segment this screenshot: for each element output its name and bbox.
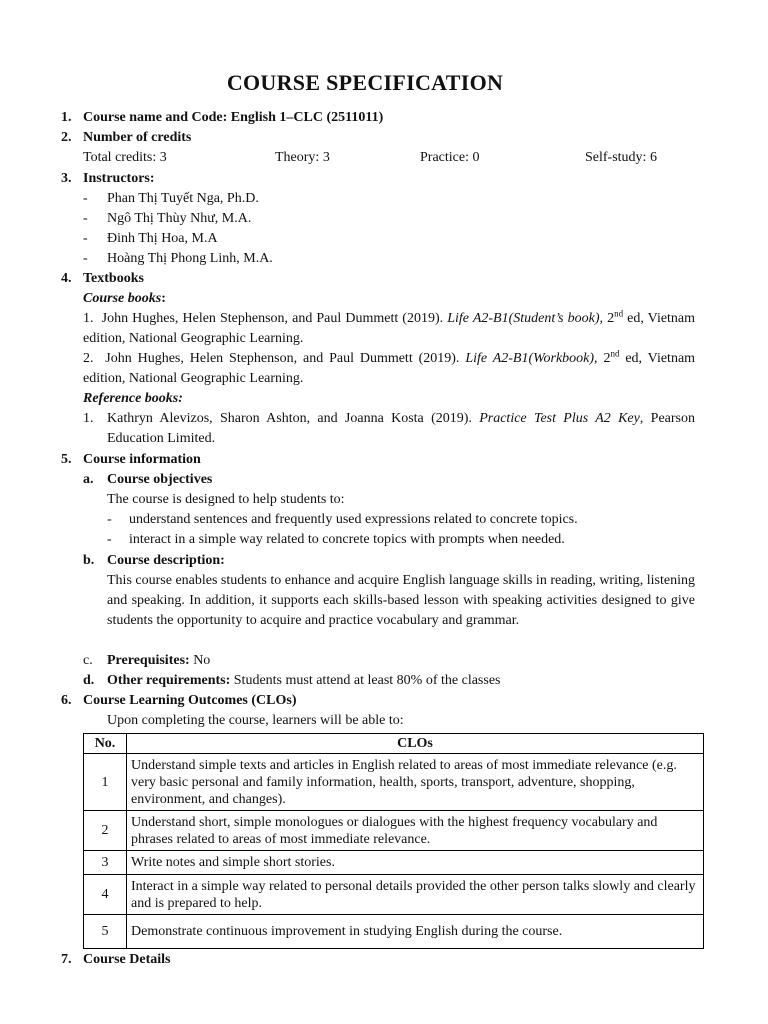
section-number: 6. <box>61 693 72 708</box>
section-number: 1. <box>61 110 72 125</box>
subsection-c <box>83 651 210 671</box>
section-6-heading <box>61 691 297 711</box>
table-row <box>84 754 704 811</box>
objective-text: understand sentences and frequently used expressions related to concrete topics. <box>129 512 578 527</box>
clo-number: 5 <box>84 915 127 949</box>
item-number: 2. <box>83 351 94 366</box>
theory-credits: Theory: 3 <box>275 150 330 165</box>
instructor-item: - Hoàng Thị Phong Linh, M.A. <box>83 251 273 266</box>
instructor-name: Hoàng Thị Phong Linh, M.A. <box>107 251 273 266</box>
course-book-2 <box>83 349 695 389</box>
section-number: 3. <box>61 171 72 186</box>
reference-books-label: Reference books: <box>83 391 183 406</box>
clo-text: Interact in a simple way related to personal details provided the other person talks slowly and clearly and is prepared to help. <box>127 875 704 915</box>
objective-item: - understand sentences and frequently used expressions related to concrete topics. <box>107 512 578 527</box>
section-heading: Textbooks <box>83 271 144 286</box>
edition-number: 2 <box>603 351 611 366</box>
item-number: 1. <box>83 311 94 326</box>
section-heading: Course Learning Outcomes (CLOs) <box>83 693 297 708</box>
column-header-clos: CLOs <box>127 734 704 754</box>
section-3-heading <box>61 169 155 189</box>
section-4-heading <box>61 269 144 289</box>
section-2-heading <box>61 128 191 148</box>
subsection-title: Course objectives <box>107 472 213 487</box>
requirements-value: Students must attend at least 80% of the classes <box>233 673 501 688</box>
instructor-item: - Đinh Thị Hoa, M.A <box>83 231 218 246</box>
book-title: Life A2-B1(Student’s book), <box>447 311 603 326</box>
reference-book-1: Kathryn Alevizos, Sharon Ashton, and Joanna Kosta (2019). Practice Test Plus A2 Key, Pearson Education Limited. <box>107 411 695 446</box>
subsection-label: d. <box>83 673 95 688</box>
book-authors: Kathryn Alevizos, Sharon Ashton, and Joanna Kosta (2019). <box>107 411 472 426</box>
section-1 <box>0 108 383 128</box>
objective-item: - interact in a simple way related to concrete topics with prompts when needed. <box>107 532 565 547</box>
section-number: 4. <box>61 271 72 286</box>
edition-suffix: nd <box>614 308 624 319</box>
instructor-name: Phan Thị Tuyết Nga, Ph.D. <box>107 191 259 206</box>
clo-table <box>83 733 704 949</box>
book-publisher: ed, Vietnam edition, National Geographic Learning. <box>83 351 696 386</box>
edition-suffix: nd <box>610 348 620 359</box>
subsection-title: Other requirements: <box>107 673 231 688</box>
clo-text: Understand short, simple monologues or dialogues with the highest frequency vocabulary and phrases related to areas of most immediate relevance. <box>127 811 704 851</box>
section-7-heading <box>61 950 171 970</box>
subsection-label: c. <box>83 653 93 668</box>
subsection-title: Course description: <box>107 553 225 568</box>
section-heading: Number of credits <box>83 130 192 145</box>
table-row <box>84 811 704 851</box>
book-authors: John Hughes, Helen Stephenson, and Paul Dummett (2019). <box>101 311 444 326</box>
table-row <box>84 875 704 915</box>
objective-text: interact in a simple way related to concrete topics with prompts when needed. <box>129 532 565 547</box>
clo-text: Write notes and simple short stories. <box>127 851 704 875</box>
book-publisher: ed, Vietnam edition, National Geographic Learning. <box>83 311 696 346</box>
section-heading: Course information <box>83 452 201 467</box>
course-books-label: Course books: <box>83 291 166 306</box>
course-book-1 <box>83 309 695 349</box>
course-description: This course enables students to enhance and acquire English language skills in reading, writing, listening and speaking. In addition, it supports each skills-based lesson with speaking activities designed to give students the opportunity to acquire and practice vocabulary and grammar. <box>107 573 695 628</box>
subsection-d <box>83 671 501 691</box>
table-header-row <box>84 734 704 754</box>
self-study-credits: Self-study: 6 <box>585 150 657 165</box>
table-row <box>84 915 704 949</box>
clo-number: 3 <box>84 851 127 875</box>
subsection-a-heading <box>83 470 212 490</box>
subsection-label: a. <box>83 472 94 487</box>
column-header-no: No. <box>84 734 127 754</box>
instructor-name: Đinh Thị Hoa, M.A <box>107 231 218 246</box>
table-row <box>84 851 704 875</box>
instructor-item: - Ngô Thị Thùy Như, M.A. <box>83 211 252 226</box>
clo-number: 4 <box>84 875 127 915</box>
edition-number: 2 <box>607 311 615 326</box>
reference-book-1-number: 1. <box>83 411 94 426</box>
section-number: 7. <box>61 952 72 967</box>
instructor-item: - Phan Thị Tuyết Nga, Ph.D. <box>83 191 259 206</box>
total-credits: Total credits: 3 <box>83 150 167 165</box>
book-publisher: Pearson Education Limited. <box>107 411 695 446</box>
section-number: 2. <box>61 130 72 145</box>
label-text: Course books <box>83 291 162 306</box>
practice-credits: Practice: 0 <box>420 150 480 165</box>
section-number: 5. <box>61 452 72 467</box>
book-title: Life A2-B1(Workbook), <box>465 351 598 366</box>
book-authors: John Hughes, Helen Stephenson, and Paul Dummett (2019). <box>105 351 460 366</box>
section-heading: Course Details <box>83 952 171 967</box>
clo-number: 2 <box>84 811 127 851</box>
clo-intro: Upon completing the course, learners will be able to: <box>107 713 404 728</box>
page-title: COURSE SPECIFICATION <box>226 70 504 95</box>
clo-number: 1 <box>84 754 127 811</box>
subsection-label: b. <box>83 553 95 568</box>
section-5-heading <box>61 450 201 470</box>
objectives-intro: The course is designed to help students to: <box>107 492 345 507</box>
prerequisites-value: No <box>193 653 211 668</box>
clo-text: Demonstrate continuous improvement in studying English during the course. <box>127 915 704 949</box>
subsection-title: Prerequisites: <box>107 653 190 668</box>
subsection-b-heading <box>83 551 225 571</box>
instructor-name: Ngô Thị Thùy Như, M.A. <box>107 211 252 226</box>
clo-text: Understand simple texts and articles in English related to areas of most immediate relevance (e.g. very basic personal and family information, health, sports, transport, adventure, shopping, environment, and changes). <box>127 754 704 811</box>
book-title: Practice Test Plus A2 Key <box>479 411 640 426</box>
course-name-code: Course name and Code: English 1–CLC (2511011) <box>83 110 384 125</box>
section-heading: Instructors: <box>83 171 155 186</box>
